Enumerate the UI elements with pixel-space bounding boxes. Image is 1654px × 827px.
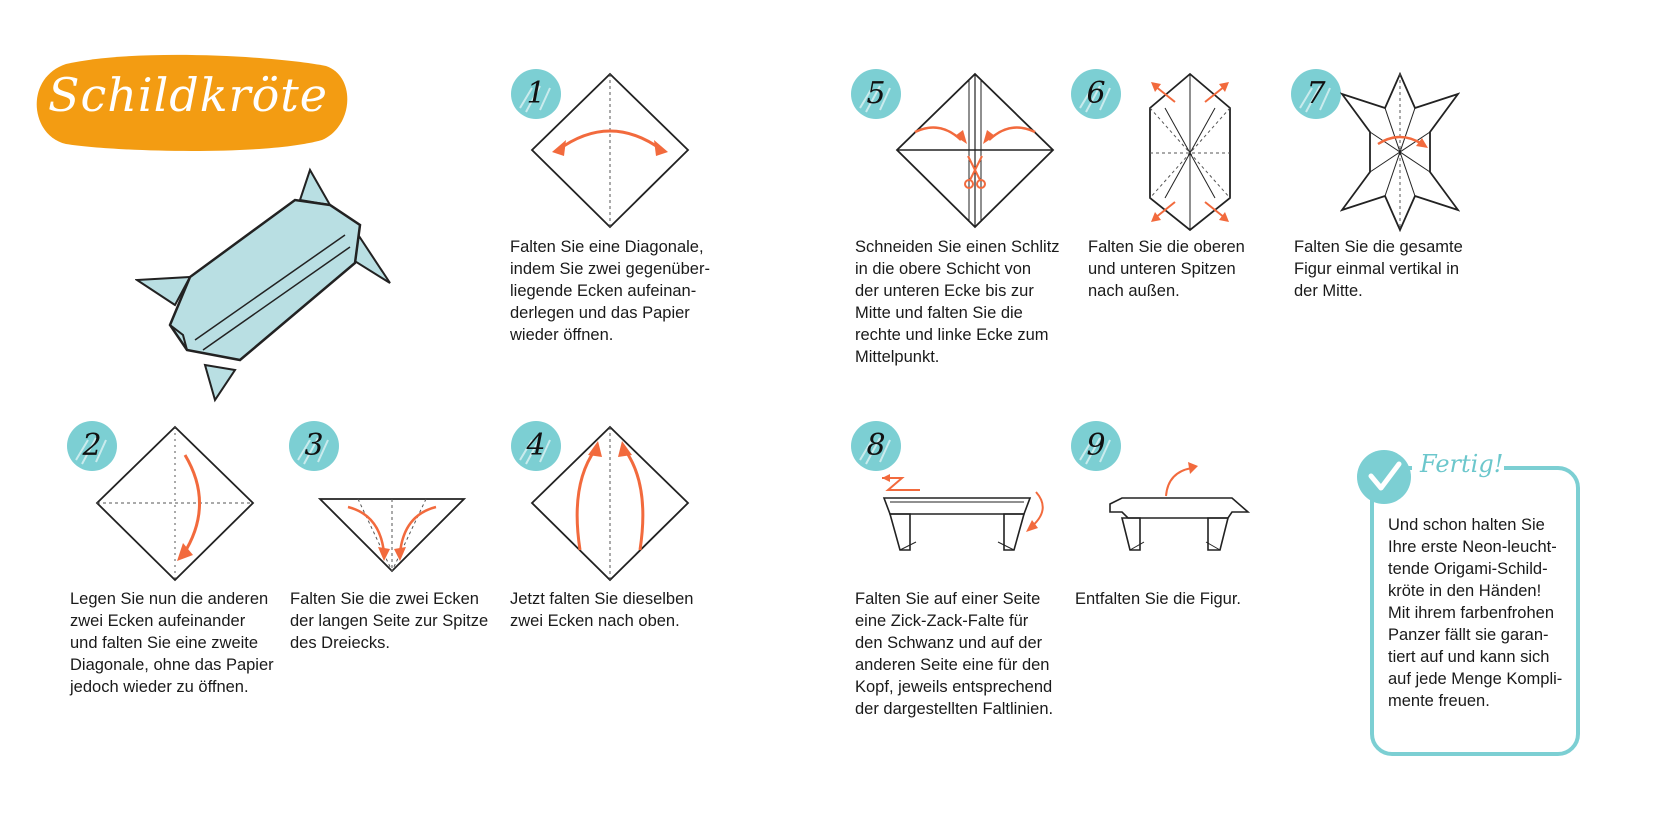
step-1-diagram: [530, 72, 690, 232]
checkmark-icon: [1355, 448, 1413, 506]
step-7-diagram: [1340, 72, 1460, 232]
step-9-text: Entfalten Sie die Figur.: [1075, 590, 1242, 608]
step-6-diagram: [1135, 72, 1245, 232]
step-badge-1: 1: [510, 68, 562, 120]
turtle-illustration: [135, 165, 395, 405]
done-label: Fertig!: [1420, 450, 1504, 478]
step-9-diagram: [1108, 462, 1253, 562]
step-6-text: Falten Sie die oberen und unteren Spitzen nach außen.: [1088, 238, 1245, 300]
step-badge-6: 6: [1070, 68, 1122, 120]
step-5-diagram: [895, 72, 1055, 232]
step-4-text: Jetzt falten Sie dieselben zwei Ecken nach oben.: [510, 590, 694, 630]
step-2-text: Legen Sie nun die anderen zwei Ecken aufeinander und falten Sie eine zweite Diagonale, ohne das Papier jedoch wieder zu öffnen.: [70, 590, 274, 696]
step-badge-9: 9: [1070, 420, 1122, 472]
title-badge: [26, 52, 350, 152]
step-8-diagram: [880, 470, 1055, 560]
step-8-text: Falten Sie auf einer Seite eine Zick-Zack-Falte für den Schwanz und auf der anderen Seite eine für den Kopf, jeweils entsprechend der dargestellten Faltlinien.: [855, 590, 1054, 718]
step-badge-5: 5: [850, 68, 902, 120]
step-3-text: Falten Sie die zwei Ecken der langen Seite zur Spitze des Dreiecks.: [290, 590, 489, 652]
page-title: Schildkröte: [47, 68, 329, 122]
done-text: Und schon halten Sie Ihre erste Neon-leucht- tende Origami-Schild- kröte in den Händen! Mit ihrem farbenfrohen Panzer fällt sie garan- tiert auf und kann sich auf jede Menge Kompli- mente freuen.: [1388, 516, 1563, 710]
step-badge-3: 3: [288, 420, 340, 472]
step-5-text: Schneiden Sie einen Schlitz in die obere Schicht von der unteren Ecke bis zur Mitte und falten Sie die rechte und linke Ecke zum Mittelpunkt.: [855, 238, 1060, 366]
step-badge-4: 4: [510, 420, 562, 472]
step-2-diagram: [95, 425, 255, 585]
step-7-text: Falten Sie die gesamte Figur einmal vertikal in der Mitte.: [1294, 238, 1463, 300]
step-3-diagram: [318, 495, 468, 575]
step-1-text: Falten Sie eine Diagonale, indem Sie zwei gegenüber- liegende Ecken aufeinan- derlegen und das Papier wieder öffnen.: [510, 238, 710, 344]
step-4-diagram: [530, 425, 690, 585]
step-badge-8: 8: [850, 420, 902, 472]
step-badge-7: 7: [1290, 68, 1342, 120]
step-badge-2: 2: [66, 420, 118, 472]
